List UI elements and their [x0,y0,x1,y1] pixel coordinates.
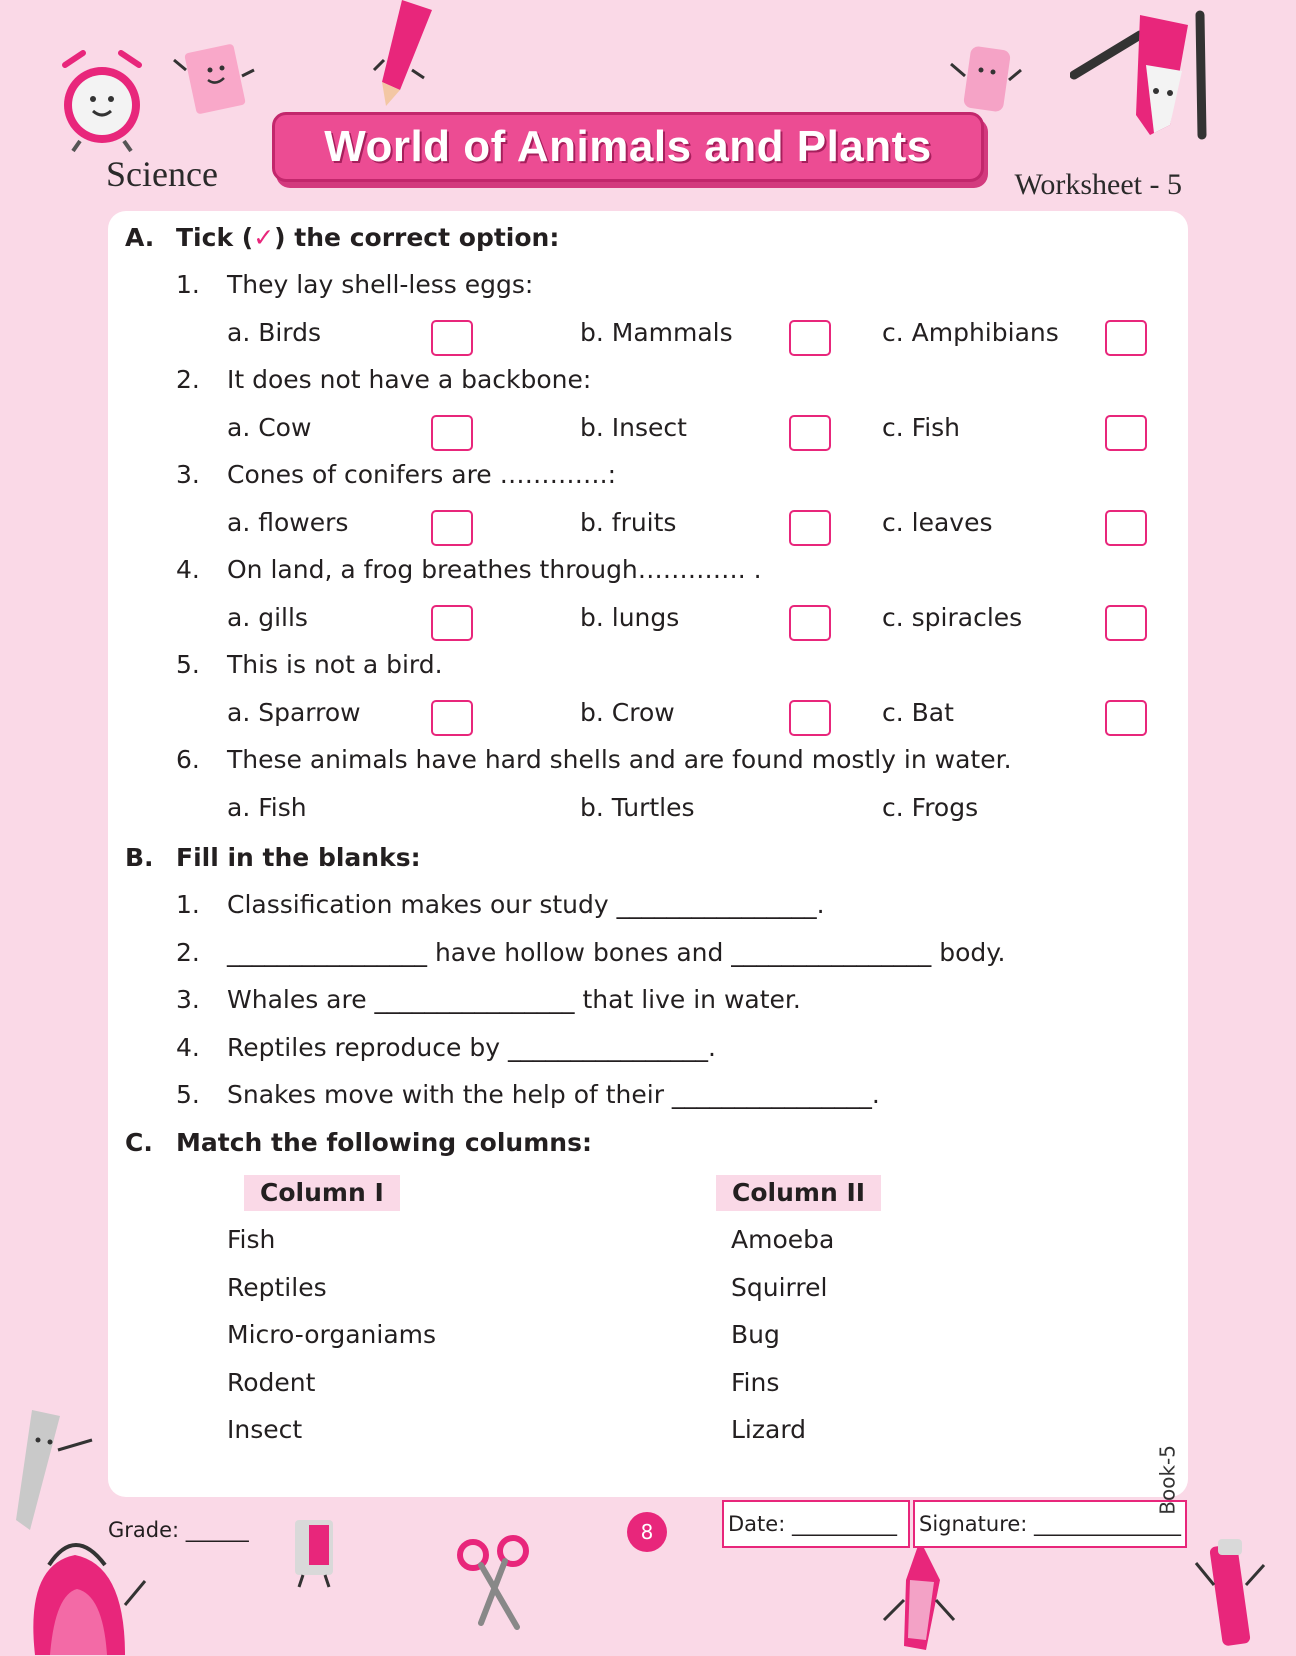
blank-sentence: Classification makes our study ________________. [227,890,825,919]
question-text: They lay shell-less eggs: [227,270,534,299]
backpack-illustration [15,1525,150,1655]
column-2-header: Column II [716,1175,881,1211]
option-a: a. Cow [227,413,312,442]
question-text: It does not have a backbone: [227,365,592,394]
column-2-item: Amoeba [731,1225,835,1254]
pencil-character-illustration [372,0,442,110]
option-b-checkbox[interactable] [789,605,831,641]
option-c-checkbox[interactable] [1105,605,1147,641]
option-a: a. flowers [227,508,349,537]
signature-field[interactable]: Signature: ______________ [913,1500,1187,1548]
question-text: This is not a bird. [227,650,443,679]
option-a: a. gills [227,603,308,632]
column-1-item: Rodent [227,1368,316,1397]
column-1-item: Reptiles [227,1273,327,1302]
question-number: 1. [176,270,200,299]
option-a: a. Fish [227,793,307,822]
option-a-checkbox[interactable] [431,415,473,451]
option-a-checkbox[interactable] [431,700,473,736]
column-2-item: Squirrel [731,1273,828,1302]
option-b: b. Insect [580,413,687,442]
option-a-checkbox[interactable] [431,605,473,641]
option-b: b. Turtles [580,793,695,822]
option-b-checkbox[interactable] [789,320,831,356]
question-number: 2. [176,365,200,394]
grade-field[interactable]: Grade: ______ [108,1518,249,1542]
option-a-checkbox[interactable] [431,510,473,546]
pen-character-illustration [1190,1535,1270,1655]
title-banner [272,112,984,182]
column-1-item: Micro-organiams [227,1320,437,1349]
option-c: c. Amphibians [882,318,1059,347]
question-number: 3. [176,460,200,489]
blank-sentence: Whales are ________________ that live in water. [227,985,801,1014]
option-c: c. spiracles [882,603,1023,632]
option-c: c. Bat [882,698,954,727]
blank-sentence: ________________ have hollow bones and ________________ body. [227,938,1006,967]
option-c-checkbox[interactable] [1105,320,1147,356]
tick-mark-icon: ✓ [253,223,275,252]
option-c: c. leaves [882,508,993,537]
question-text: Cones of conifers are ………….: [227,460,617,489]
option-b: b. lungs [580,603,680,632]
section-a-letter: A. [125,223,155,252]
column-2-item: Lizard [731,1415,807,1444]
blank-number: 5. [176,1080,200,1109]
section-b-letter: B. [125,843,154,872]
section-c-letter: C. [125,1128,153,1157]
page-number-badge: 8 [627,1512,667,1552]
blank-number: 3. [176,985,200,1014]
question-number: 4. [176,555,200,584]
option-b-checkbox[interactable] [789,415,831,451]
book-label: Book-5 [1156,1445,1180,1515]
option-c-checkbox[interactable] [1105,700,1147,736]
option-b-checkbox[interactable] [789,510,831,546]
question-text: These animals have hard shells and are found mostly in water. [227,745,1012,774]
notepad-character-illustration [172,40,257,120]
worksheet-number: Worksheet - 5 [1014,168,1182,201]
page-title: World of Animals and Plants [324,122,932,171]
option-c-checkbox[interactable] [1105,415,1147,451]
option-a: a. Birds [227,318,322,347]
option-c: c. Fish [882,413,961,442]
ruler-character-illustration [10,1410,100,1535]
question-number: 6. [176,745,200,774]
blank-number: 1. [176,890,200,919]
subject-label: Science [106,154,218,194]
blank-number: 4. [176,1033,200,1062]
question-text: On land, a frog breathes through…………. . [227,555,762,584]
date-field[interactable]: Date: __________ [722,1500,910,1548]
blank-sentence: Reptiles reproduce by ________________. [227,1033,716,1062]
blank-sentence: Snakes move with the help of their ________________. [227,1080,880,1109]
question-number: 5. [176,650,200,679]
section-b-heading: Fill in the blanks: [176,843,421,872]
column-1-header: Column I [244,1175,400,1211]
alarm-clock-illustration [55,45,150,155]
scissors-illustration [455,1535,535,1630]
option-b: b. Mammals [580,318,733,347]
pencil-sharpener-illustration [1070,5,1210,145]
option-b: b. fruits [580,508,677,537]
option-c-checkbox[interactable] [1105,510,1147,546]
crayon-character-illustration [880,1540,960,1650]
option-a-checkbox[interactable] [431,320,473,356]
column-2-item: Fins [731,1368,780,1397]
section-a-heading [176,223,559,252]
eraser-character-illustration [945,40,1025,120]
sharpener-character-illustration [285,1515,345,1590]
section-a-heading-post: ) the correct option: [274,223,560,252]
column-2-item: Bug [731,1320,780,1349]
option-c: c. Frogs [882,793,979,822]
blank-number: 2. [176,938,200,967]
section-c-heading: Match the following columns: [176,1128,592,1157]
section-a-heading-pre: Tick ( [176,223,254,252]
option-b-checkbox[interactable] [789,700,831,736]
option-b: b. Crow [580,698,675,727]
option-a: a. Sparrow [227,698,361,727]
column-1-item: Fish [227,1225,276,1254]
column-1-item: Insect [227,1415,303,1444]
